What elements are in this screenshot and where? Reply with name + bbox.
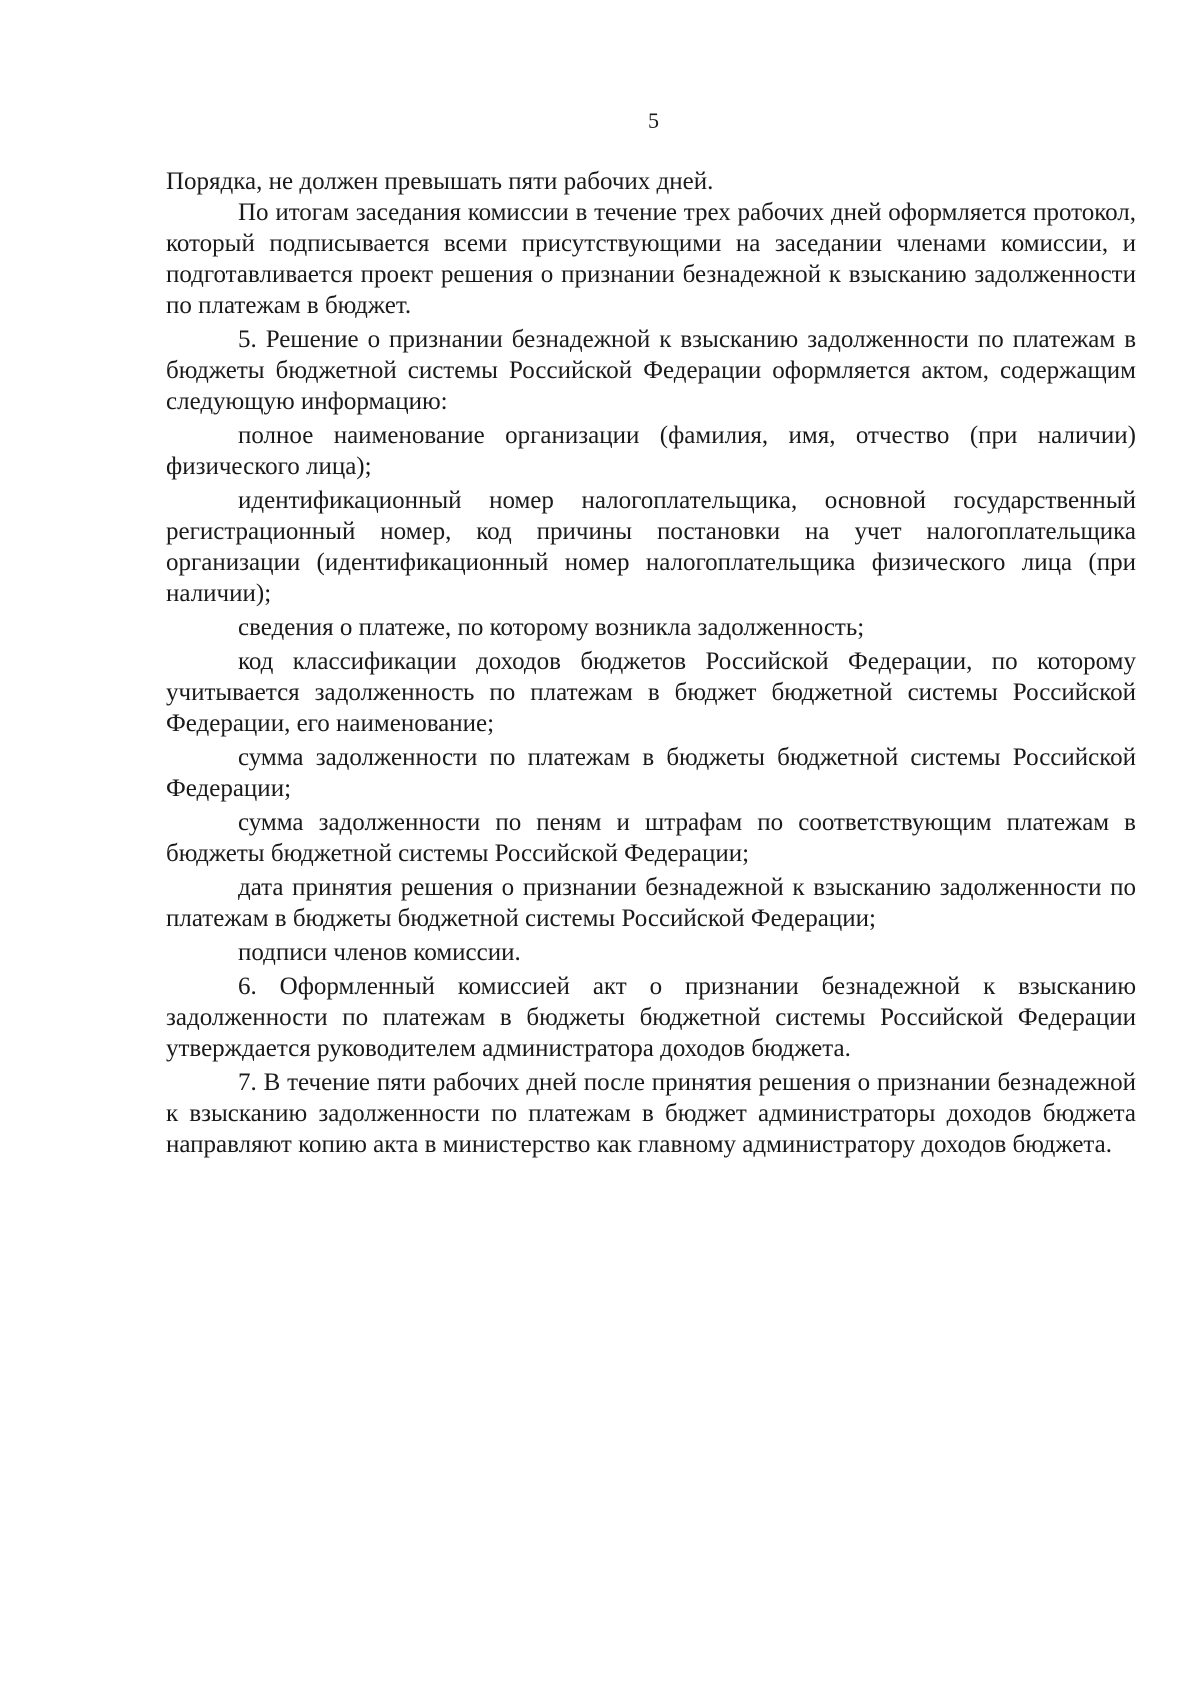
paragraph-item-7: 7. В течение пяти рабочих дней после принятия решения о признании безнадежной к взысканию задолженности по платежам в бюджет администраторы доходов бюджета направляют копию акта в министерство как главному администратору доходов бюджета.	[166, 1069, 1136, 1158]
list-item-debt-amount: сумма задолженности по платежам в бюджеты бюджетной системы Российской Федерации;	[166, 744, 1136, 802]
list-item-organization-name: полное наименование организации (фамилия, имя, отчество (при наличии) физического лица);	[166, 422, 1136, 480]
paragraph-item-5: 5. Решение о признании безнадежной к взысканию задолженности по платежам в бюджеты бюджетной системы Российской Федерации оформляется актом, содержащим следующую информацию:	[166, 326, 1136, 415]
list-item-signatures: подписи членов комиссии.	[238, 939, 521, 966]
document-body	[166, 166, 1136, 1160]
list-item-classification-code: код классификации доходов бюджетов Российской Федерации, по которому учитывается задолженность по платежам в бюджет бюджетной системы Российской Федерации, его наименование;	[166, 648, 1136, 737]
paragraph-item-6: 6. Оформленный комиссией акт о признании безнадежной к взысканию задолженности по платежам в бюджеты бюджетной системы Российской Федерации утверждается руководителем администратора доходов бюджета.	[166, 973, 1136, 1062]
list-item-penalties-amount: сумма задолженности по пеням и штрафам по соответствующим платежам в бюджеты бюджетной системы Российской Федерации;	[166, 809, 1136, 867]
list-item-taxpayer-ids: идентификационный номер налогоплательщика, основной государственный регистрационный номер, код причины постановки на учет налогоплательщика организации (идентификационный номер налогоплательщика физического лица (при наличии);	[166, 487, 1136, 607]
paragraph-continuation: Порядка, не должен превышать пяти рабочих дней.	[166, 168, 714, 195]
paragraph-protocol: По итогам заседания комиссии в течение трех рабочих дней оформляется протокол, который подписывается всеми присутствующими на заседании членами комиссии, и подготавливается проект решения о признании безнадежной к взысканию задолженности по платежам в бюджет.	[166, 199, 1136, 319]
list-item-decision-date: дата принятия решения о признании безнадежной к взысканию задолженности по платежам в бюджеты бюджетной системы Российской Федерации;	[166, 874, 1136, 932]
list-item-payment-info: сведения о платеже, по которому возникла задолженность;	[238, 614, 865, 641]
page-number: 5	[648, 108, 659, 133]
